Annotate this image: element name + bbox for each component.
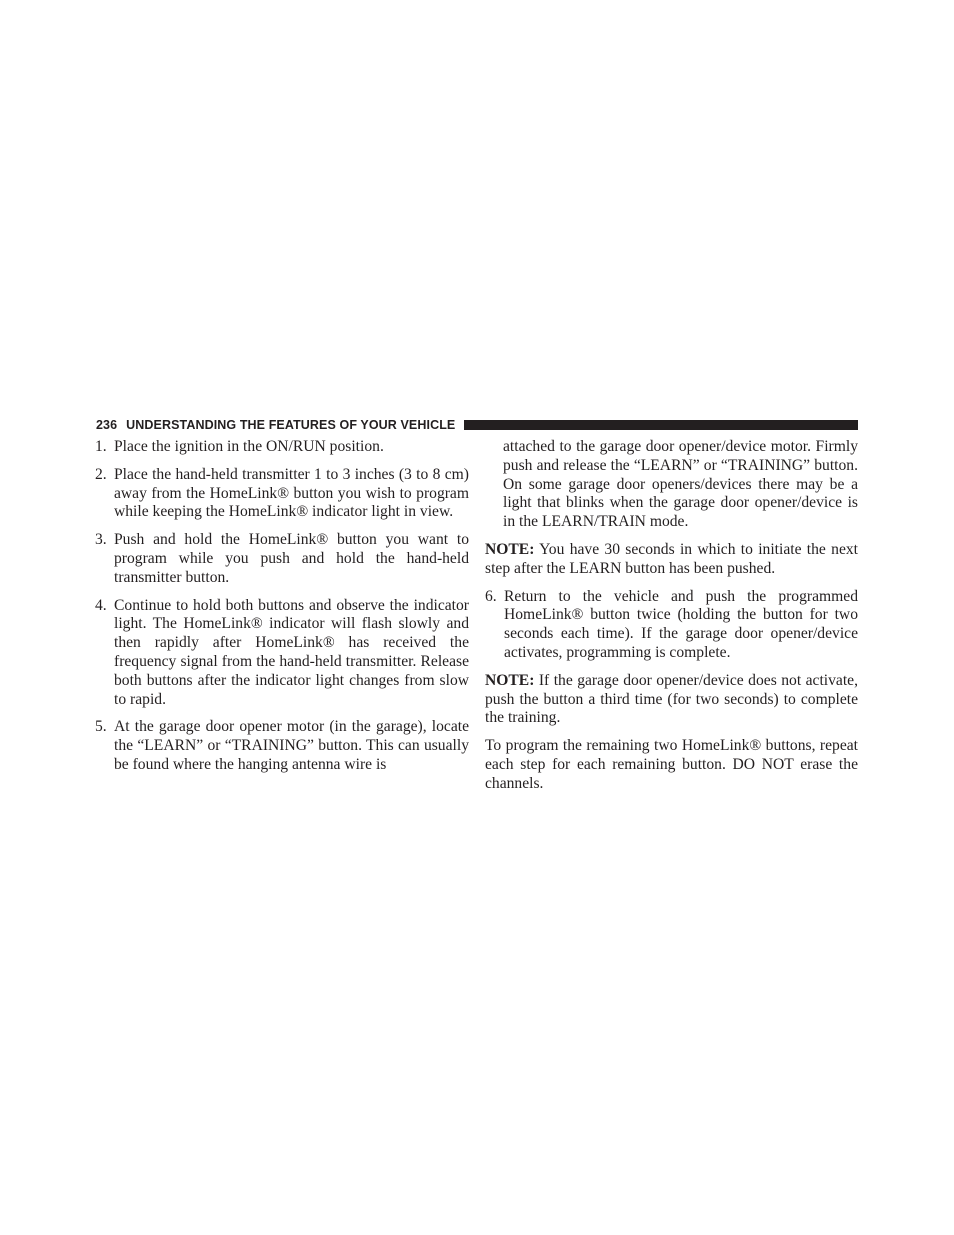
- note-paragraph: [485, 672, 858, 728]
- closing-paragraph: To program the remaining two HomeLink® buttons, repeat each step for each remaining button. DO NOT erase the channels.: [485, 737, 858, 792]
- step-1: [95, 438, 469, 457]
- step-text: Continue to hold both buttons and observe the indicator light. The HomeLink® indicator will flash slowly and then rapidly after HomeLink® has received the frequency signal from the hand-held transmitter. Release both buttons after the indicator light changes from slow to rapid.: [114, 596, 469, 708]
- step-6: [485, 588, 858, 663]
- step-text: Place the hand-held transmitter 1 to 3 inches (3 to 8 cm) away from the HomeLink® button you wish to program while keeping the HomeLink® indicator light in view.: [114, 465, 469, 521]
- note-label: NOTE:: [485, 671, 535, 689]
- step-text: Place the ignition in the ON/RUN position.: [114, 438, 384, 455]
- step-3: [95, 531, 469, 587]
- step-2: [95, 466, 469, 522]
- step-4: [95, 597, 469, 710]
- step-number: 6.: [485, 587, 497, 605]
- left-column: [95, 438, 469, 784]
- step-number: 5.: [95, 718, 107, 736]
- note-text: If the garage door opener/device does not activate, push the button a third time (for two seconds) to complete the training.: [485, 671, 858, 727]
- page-header: [96, 417, 858, 433]
- step-number: 4.: [95, 596, 107, 614]
- step-5-continued: attached to the garage door opener/device motor. Firmly push and release the “LEARN” or “TRAINING” button. On some garage door openers/devices there may be a light that blinks when the garage door opener/device is in the LEARN/TRAIN mode.: [503, 438, 858, 531]
- step-number: 2.: [95, 465, 107, 483]
- page-number: 236: [96, 418, 118, 432]
- step-number: 3.: [95, 531, 107, 549]
- step-text: At the garage door opener motor (in the garage), locate the “LEARN” or “TRAINING” button. This can usually be found where the hanging antenna wire is: [114, 718, 469, 773]
- note-text: You have 30 seconds in which to initiate the next step after the LEARN button has been pushed.: [485, 540, 858, 577]
- note-label: NOTE:: [485, 540, 535, 558]
- step-text: Return to the vehicle and push the programmed HomeLink® button twice (holding the button for two seconds each time). If the garage door opener/device activates, programming is complete.: [504, 587, 858, 661]
- section-title: UNDERSTANDING THE FEATURES OF YOUR VEHICLE: [126, 418, 456, 432]
- step-text: Push and hold the HomeLink® button you want to program while you push and hold the hand-held transmitter button.: [114, 531, 469, 586]
- step-number: 1.: [95, 438, 107, 455]
- note-paragraph: [485, 541, 858, 579]
- header-rule-bar: [464, 420, 858, 430]
- step-5: [95, 718, 469, 774]
- right-column: [485, 438, 858, 794]
